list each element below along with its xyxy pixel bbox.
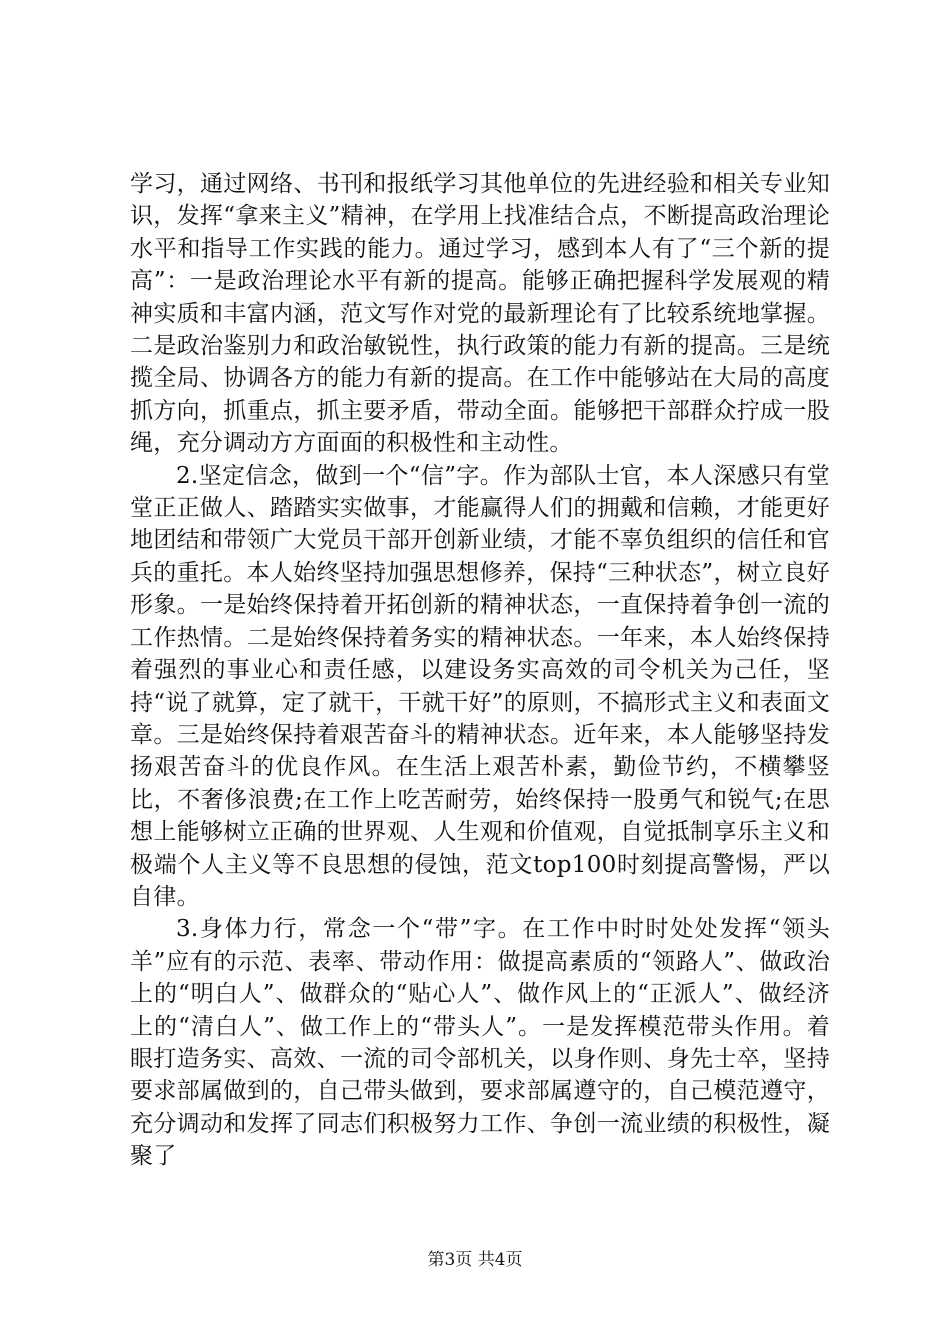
paragraph-belief: 2.坚定信念，做到一个“信”字。作为部队士官，本人深感只有堂堂正正做人、踏踏实实做事，才能赢得人们的拥戴和信赖，才能更好地团结和带领广大党员干部开创新业绩，才能不辜负组织的信任和官兵的重托。本人始终坚持加强思想修养，保持“三种状态”，树立良好形象。一是始终保持着开拓创新的精神状态，一直保持着争创一流的工作热情。二是始终保持着务实的精神状态。一年来，本人始终保持着强烈的事业心和责任感，以建设务实高效的司令机关为己任，坚持“说了就算，定了就干，干就干好”的原则，不搞形式主义和表面文章。三是始终保持着艰苦奋斗的精神状态。近年来，本人能够坚持发扬艰苦奋斗的优良作风。在生活上艰苦朴素，勤俭节约，不横攀竖比，不奢侈浪费;在工作上吃苦耐劳，始终保持一股勇气和锐气;在思想上能够树立正确的世界观、人生观和价值观，自觉抵制享乐主义和极端个人主义等不良思想的侵蚀，范文top100时刻提高警惕，严以自律。 (130, 462, 830, 910)
page-number-footer: 第3页 共4页 (427, 1250, 523, 1270)
paragraph-study: 学习，通过网络、书刊和报纸学习其他单位的先进经验和相关专业知识，发挥“拿来主义”精神，在学用上找准结合点，不断提高政治理论水平和指导工作实践的能力。通过学习，感到本人有了“三个新的提高”：一是政治理论水平有新的提高。能够正确把握科学发展观的精神实质和丰富内涵，范文写作对党的最新理论有了比较系统地掌握。二是政治鉴别力和政治敏锐性，执行政策的能力有新的提高。三是统揽全局、协调各方的能力有新的提高。在工作中能够站在大局的高度抓方向，抓重点，抓主要矛盾，带动全面。能够把干部群众拧成一股绳，充分调动方方面面的积极性和主动性。 (130, 171, 830, 457)
body-text (130, 168, 830, 1173)
paragraph-lead: 3.身体力行，常念一个“带”字。在工作中时时处处发挥“领头羊”应有的示范、表率、带动作用：做提高素质的“领路人”、做政治上的“明白人”、做群众的“贴心人”、做作风上的“正派人”、做经济上的“清白人”、做工作上的“带头人”。一是发挥模范带头作用。着眼打造务实、高效、一流的司令部机关，以身作则、身先士卒，坚持要求部属做到的，自己带头做到，要求部属遵守的，自己模范遵守，充分调动和发挥了同志们积极努力工作、争创一流业绩的积极性，凝聚了 (130, 916, 830, 1170)
